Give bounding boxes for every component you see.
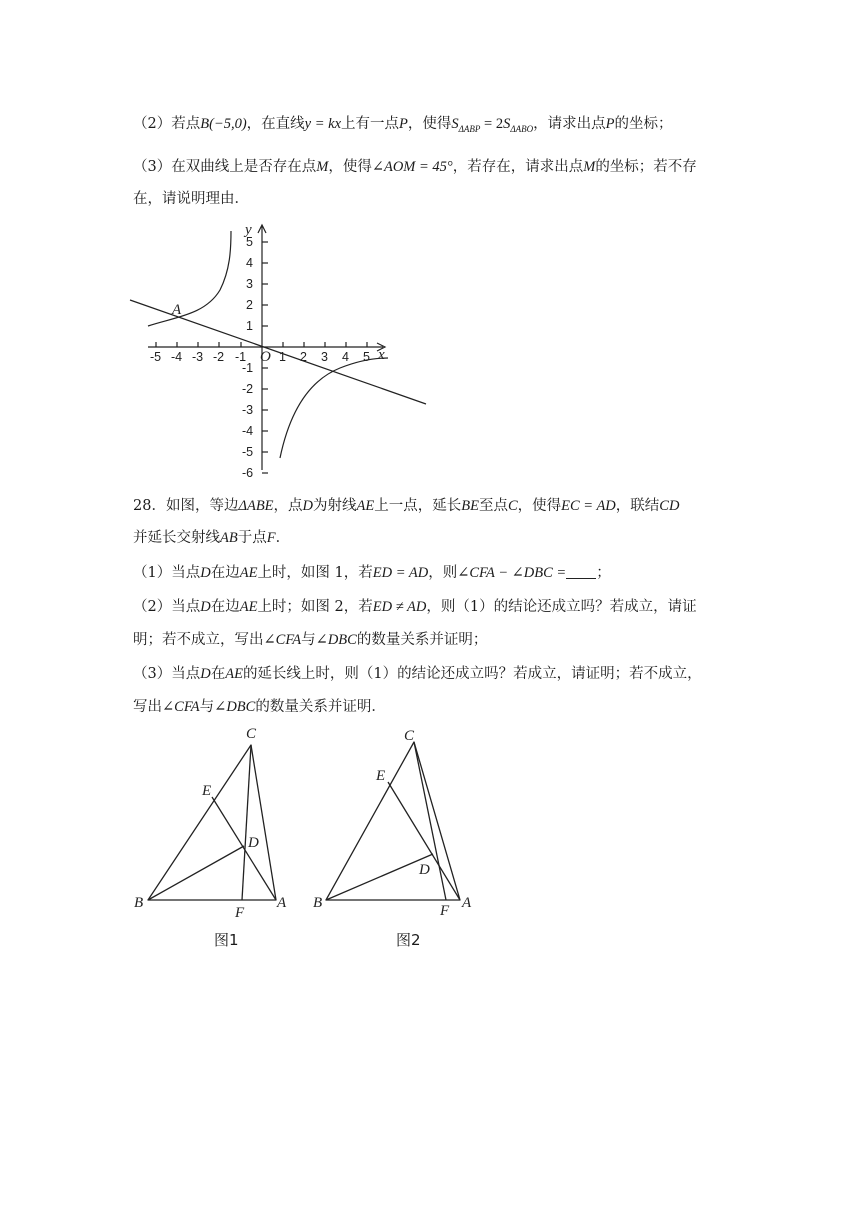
math-point: D bbox=[200, 666, 211, 682]
math-point: C bbox=[507, 498, 518, 514]
math-angle: ∠DBC bbox=[214, 699, 256, 715]
fig2-label-d: D bbox=[419, 862, 430, 878]
text: 为射线 bbox=[313, 498, 357, 514]
y-tick-label: 4 bbox=[246, 256, 253, 270]
math-subscript: ΔABP bbox=[458, 124, 481, 134]
fig1-label-e: E bbox=[202, 783, 212, 799]
text: 并延长交射线 bbox=[133, 530, 220, 546]
y-tick-label: 3 bbox=[246, 277, 253, 291]
math-segment: AE bbox=[239, 565, 258, 581]
fig1-caption: 图1 bbox=[214, 931, 239, 949]
text: ，使得 bbox=[517, 498, 562, 514]
text: （3）当点 bbox=[133, 666, 201, 682]
math-point: D bbox=[302, 498, 314, 514]
math-equation: EC = AD bbox=[561, 498, 616, 514]
x-tick-label: 2 bbox=[300, 350, 307, 364]
math-condition: ED ≠ AD bbox=[372, 599, 427, 615]
point-a-label: A bbox=[172, 302, 182, 318]
text: 写出 bbox=[133, 699, 162, 715]
fig1-label-f: F bbox=[235, 905, 245, 921]
math-point: F bbox=[266, 530, 276, 546]
text: ，使得 bbox=[328, 159, 372, 175]
y-tick-label: -3 bbox=[242, 403, 254, 417]
text: 的数量关系并证明． bbox=[255, 699, 386, 715]
text: 的坐标； bbox=[614, 116, 673, 132]
math-segment: AE bbox=[239, 599, 258, 615]
math-point-b: B(−5,0) bbox=[200, 116, 247, 132]
x-tick-label: -4 bbox=[171, 350, 183, 364]
x-tick-label: -5 bbox=[150, 350, 162, 364]
math-segment: AE bbox=[356, 498, 375, 514]
text: 上有一点 bbox=[341, 116, 400, 132]
text: ，点 bbox=[273, 498, 303, 514]
fig1-label-c: C bbox=[246, 726, 257, 742]
fig2-label-f: F bbox=[440, 903, 450, 919]
math-triangle: ΔABE bbox=[238, 498, 274, 514]
math-area-s: S bbox=[451, 116, 459, 132]
x-tick-label: 3 bbox=[321, 350, 328, 364]
fig2-label-e: E bbox=[376, 768, 386, 784]
text: ，若存在，请求出点 bbox=[452, 159, 584, 175]
math-segment: AE bbox=[225, 666, 243, 682]
math-segment: BE bbox=[461, 498, 479, 514]
math-point-m: M bbox=[583, 159, 596, 175]
fig1-label-a: A bbox=[277, 895, 287, 911]
text: ，使得 bbox=[407, 116, 452, 132]
fig2-triangle-abc bbox=[326, 742, 460, 900]
fig2-label-a: A bbox=[462, 895, 472, 911]
math-angle: ∠AOM = 45° bbox=[371, 159, 453, 175]
math-equals: = 2 bbox=[480, 116, 504, 132]
x-tick-label: -3 bbox=[192, 350, 204, 364]
text: 在 bbox=[210, 666, 226, 682]
x-tick-label: 4 bbox=[342, 350, 349, 364]
text: ． bbox=[275, 530, 291, 546]
text: 至点 bbox=[478, 498, 508, 514]
math-angle: ∠DBC bbox=[315, 632, 357, 648]
text: 上时，如图 1，若 bbox=[257, 565, 373, 581]
text: 上时；如图 2，若 bbox=[257, 599, 373, 615]
y-tick-label: -2 bbox=[242, 382, 254, 396]
math-area-s: S bbox=[503, 116, 511, 132]
text: 在边 bbox=[210, 599, 240, 615]
fig2-caption: 图2 bbox=[396, 931, 421, 949]
text: ，则（1）的结论还成立吗？若成立，请证 bbox=[426, 599, 697, 615]
fig1-label-d: D bbox=[248, 835, 259, 851]
x-tick-label: -2 bbox=[213, 350, 225, 364]
x-tick-label: 5 bbox=[363, 350, 370, 364]
x-tick-label: -1 bbox=[235, 350, 247, 364]
y-tick-label: -1 bbox=[242, 361, 254, 375]
text: 明；若不成立，写出 bbox=[133, 632, 264, 648]
math-point: D bbox=[200, 565, 211, 581]
text: （3）在双曲线上是否存在点 bbox=[133, 159, 317, 175]
y-axis-label: y bbox=[245, 222, 252, 238]
math-subscript: ΔABO bbox=[510, 124, 534, 134]
text: ，在直线 bbox=[246, 116, 305, 132]
fig1-label-b: B bbox=[134, 895, 144, 911]
text: 的坐标；若不存 bbox=[595, 159, 697, 175]
y-tick-label: 2 bbox=[246, 298, 253, 312]
math-expression: ∠CFA − ∠DBC = bbox=[457, 565, 567, 581]
math-point-p: P bbox=[399, 116, 408, 132]
x-tick-label: 1 bbox=[279, 350, 286, 364]
math-segment: CD bbox=[659, 498, 680, 514]
math-angle: ∠CFA bbox=[263, 632, 302, 648]
text: ，联结 bbox=[615, 498, 660, 514]
text: ，请求出点 bbox=[533, 116, 606, 132]
text: 的延长线上时，则（1）的结论还成立吗？若成立，请证明；若不成立， bbox=[242, 666, 702, 682]
math-condition: ED = AD bbox=[372, 565, 429, 581]
origin-label: O bbox=[260, 349, 271, 365]
math-segment: AB bbox=[220, 530, 238, 546]
y-tick-label: 5 bbox=[246, 235, 253, 249]
text: ，则 bbox=[428, 565, 458, 581]
fig2-segment-ea bbox=[388, 782, 460, 900]
text: 与 bbox=[199, 699, 215, 715]
y-tick-label: -4 bbox=[242, 424, 254, 438]
x-axis-label: x bbox=[378, 347, 385, 363]
fig2-label-b: B bbox=[313, 895, 323, 911]
y-tick-label: -6 bbox=[242, 466, 254, 480]
text: ； bbox=[596, 565, 611, 581]
question-number: 28． bbox=[133, 498, 166, 514]
text: （2）若点 bbox=[133, 116, 201, 132]
math-point-p: P bbox=[605, 116, 615, 132]
fig2-label-c: C bbox=[404, 728, 415, 744]
text: 上一点，延长 bbox=[374, 498, 462, 514]
text: （1）当点 bbox=[133, 565, 201, 581]
text: 与 bbox=[301, 632, 316, 648]
math-angle: ∠CFA bbox=[162, 699, 200, 715]
y-tick-label: 1 bbox=[246, 319, 253, 333]
text: 在边 bbox=[210, 565, 240, 581]
text: 在，请说明理由． bbox=[133, 191, 249, 207]
y-tick-label: -5 bbox=[242, 445, 254, 459]
math-point-m: M bbox=[316, 159, 329, 175]
math-point: D bbox=[200, 599, 211, 615]
fig2-segment-bd bbox=[326, 854, 433, 900]
math-line-equation: y = kx bbox=[304, 116, 342, 132]
text: 如图，等边 bbox=[165, 498, 239, 514]
text: 于点 bbox=[237, 530, 267, 546]
text: 的数量关系并证明； bbox=[356, 632, 488, 648]
text: （2）当点 bbox=[133, 599, 201, 615]
